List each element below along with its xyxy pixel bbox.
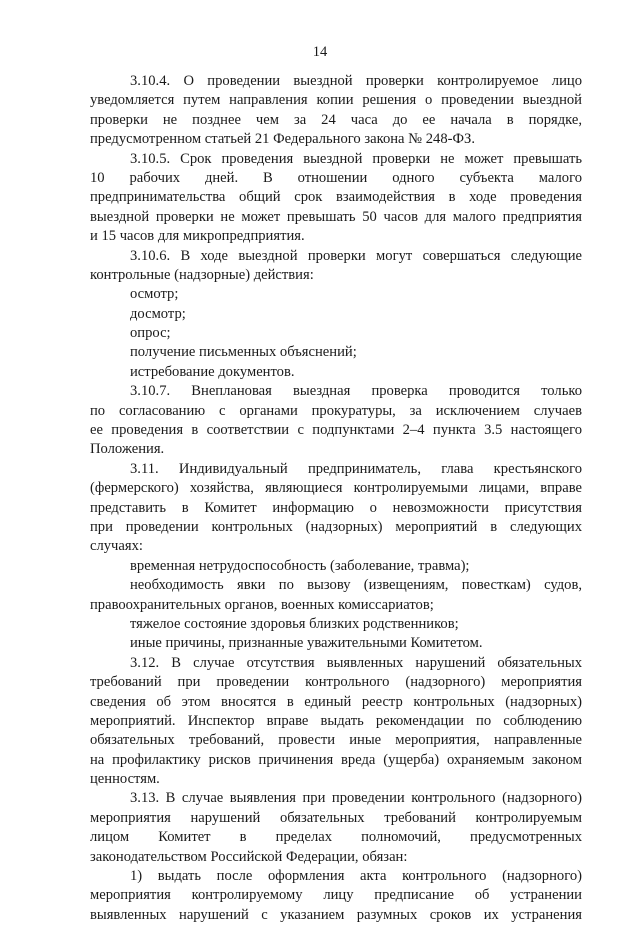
text-line: 3.13. В случае выявления при проведении контрольного (надзорного)	[130, 790, 582, 807]
text-line: ценностям.	[90, 771, 160, 788]
page-number: 14	[312, 44, 328, 60]
text-line: случаях:	[90, 538, 143, 555]
text-line: на профилактику рисков причинения вреда (ущерба) охраняемым законом	[90, 751, 582, 768]
text-line: (фермерского) хозяйства, являющиеся контролируемыми лицами, вправе	[90, 480, 582, 497]
text-line: 1) выдать после оформления акта контрольного (надзорного)	[130, 868, 582, 885]
text-line: контрольные (надзорные) действия:	[90, 266, 314, 283]
text-line: ее проведения в соответствии с подпунктами 2–4 пункта 3.5 настоящего	[90, 422, 582, 439]
text-line: законодательством Российской Федерации, обязан:	[90, 848, 408, 865]
text-line: осмотр;	[130, 286, 179, 303]
text-line: по согласованию с органами прокуратуры, за исключением случаев	[90, 402, 582, 419]
text-line: мероприятий. Инспектор вправе выдать рекомендации по соблюдению	[90, 712, 582, 729]
text-line: 3.11. Индивидуальный предприниматель, глава крестьянского	[130, 460, 582, 477]
text-line: предусмотренном статьей 21 Федерального закона № 248-ФЗ.	[90, 131, 475, 148]
text-line: и 15 часов для микропредприятия.	[90, 228, 305, 245]
text-line: необходимость явки по вызову (извещениям, повесткам) судов,	[130, 577, 582, 594]
text-line: сведения об этом вносятся в единый реестр контрольных (надзорных)	[90, 693, 582, 710]
text-line: 3.10.6. В ходе выездной проверки могут совершаться следующие	[130, 247, 582, 264]
text-line: мероприятия контролируемому лицу предписание об устранении	[90, 887, 582, 904]
text-line: представить в Комитет информацию о невозможности присутствия	[90, 499, 582, 516]
document-body	[90, 72, 582, 925]
text-line: временная нетрудоспособность (заболевание, травма);	[130, 557, 470, 574]
text-line: предпринимательства общий срок взаимодействия в ходе проведения	[90, 189, 582, 206]
text-line: проверки не позднее чем за 24 часа до ее начала в порядке,	[90, 111, 582, 128]
text-line: истребование документов.	[130, 363, 295, 380]
text-line: 3.12. В случае отсутствия выявленных нарушений обязательных	[130, 654, 582, 671]
text-line: 3.10.4. О проведении выездной проверки контролируемое лицо	[130, 73, 582, 89]
text-line: досмотр;	[130, 305, 186, 322]
text-line: правоохранительных органов, военных комиссариатов;	[90, 596, 434, 613]
text-line: 3.10.5. Срок проведения выездной проверки не может превышать	[130, 150, 582, 167]
text-line: обязательных требований, провести иные мероприятия, направленные	[90, 732, 582, 749]
text-line: опрос;	[130, 325, 171, 342]
text-line: Положения.	[90, 441, 165, 458]
text-line: требований при проведении контрольного (надзорного) мероприятия	[90, 674, 582, 691]
text-line: получение письменных объяснений;	[130, 344, 357, 361]
text-line: уведомляется путем направления копии решения о проведении выездной	[90, 92, 582, 109]
text-line: иные причины, признанные уважительными Комитетом.	[130, 635, 483, 652]
text-line: выездной проверки не может превышать 50 часов для малого предприятия	[90, 208, 582, 225]
text-line: выявленных нарушений с указанием разумных сроков их устранения	[90, 906, 582, 923]
text-line: при проведении контрольных (надзорных) мероприятий в следующих	[90, 518, 582, 535]
text-line: 10 рабочих дней. В отношении одного субъекта малого	[90, 169, 582, 186]
text-line: тяжелое состояние здоровья близких родственников;	[130, 615, 459, 632]
text-line: мероприятия нарушений обязательных требований контролируемым	[90, 809, 582, 826]
text-line: 3.10.7. Внеплановая выездная проверка проводится только	[130, 383, 582, 400]
text-line: лицом Комитет в пределах полномочий, предусмотренных	[90, 829, 582, 846]
